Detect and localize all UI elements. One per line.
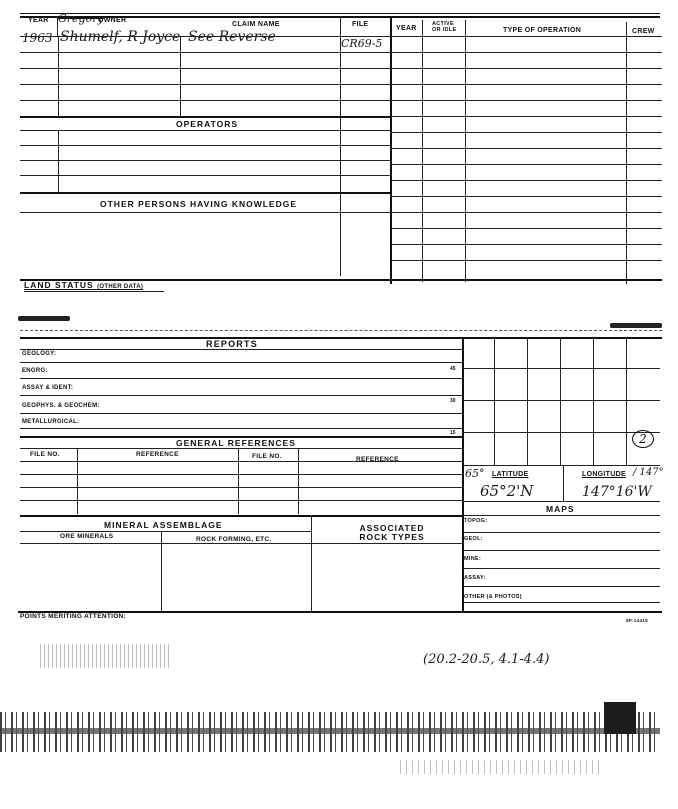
maps-header-underline xyxy=(462,515,660,516)
ops-row-line xyxy=(390,196,662,197)
land-status-label: LAND STATUS xyxy=(24,280,94,290)
header-type-of-operation: TYPE OF OPERATION xyxy=(503,27,582,34)
grid-row xyxy=(462,465,660,466)
reports-heading: REPORTS xyxy=(206,339,258,349)
ops-row-line xyxy=(390,100,662,101)
grid-col xyxy=(626,337,627,465)
fold-line xyxy=(20,330,662,331)
scan-noise-band xyxy=(0,712,660,752)
owner-claim-divider xyxy=(180,36,181,116)
ink-smear xyxy=(18,316,70,321)
gr-file-no-2: FILE NO. xyxy=(252,453,282,460)
points-meriting-attention-label: POINTS MERITING ATTENTION: xyxy=(20,613,127,620)
entry-row-line xyxy=(20,52,390,53)
operators-row-line xyxy=(20,175,390,176)
maps-row-line xyxy=(462,586,660,587)
year-owner-divider xyxy=(58,36,59,116)
scan-noise-lower xyxy=(400,760,600,774)
bottom-handwritten-note: (20.2-20.5, 4.1-4.4) xyxy=(423,652,550,667)
maps-assay-label: ASSAY: xyxy=(464,575,486,581)
lat-long-divider xyxy=(563,465,564,501)
year2-column-line xyxy=(422,20,423,282)
ops-row-line xyxy=(390,84,662,85)
reports-row-line xyxy=(20,428,462,429)
operators-row-line xyxy=(20,145,390,146)
reports-row-line xyxy=(20,362,462,363)
operators-top-rule xyxy=(20,116,390,118)
maps-geol-label: GEOL: xyxy=(464,536,483,542)
ops-row-line xyxy=(390,148,662,149)
ore-minerals-label: ORE MINERALS xyxy=(60,533,114,540)
header-crew: CREW xyxy=(632,28,655,35)
faint-scan-text xyxy=(40,644,170,668)
maps-mine-label: MINE: xyxy=(464,556,482,562)
ops-row-line xyxy=(390,260,662,261)
header-year: YEAR xyxy=(28,17,49,24)
reports-top-rule xyxy=(20,337,662,339)
header-claim-name: CLAIM NAME xyxy=(232,21,280,28)
maps-other-label: OTHER (& PHOTOS) xyxy=(464,594,522,600)
longitude-value: 147°16'W xyxy=(582,484,652,500)
operators-year-divider xyxy=(58,130,59,192)
reports-geology-label: GEOLOGY: xyxy=(22,351,57,357)
maps-topog-label: TOPOG: xyxy=(464,518,488,524)
mineral-assemblage-heading: MINERAL ASSEMBLAGE xyxy=(104,520,223,530)
gr-row-line xyxy=(20,474,462,475)
operators-row-line xyxy=(20,160,390,161)
grid-col xyxy=(494,337,495,465)
entry-row-line xyxy=(20,84,390,85)
gr-row-line xyxy=(20,500,462,501)
gr-row-line xyxy=(20,487,462,488)
active-column-line xyxy=(465,20,466,282)
associated-rock-types-heading: ASSOCIATED ROCK TYPES xyxy=(359,523,425,542)
gr-cols-underline xyxy=(20,461,462,462)
grid-col xyxy=(593,337,594,465)
gr-file-no-1: FILE NO. xyxy=(30,451,60,458)
gr-reference-1: REFERENCE xyxy=(136,451,179,458)
land-status-sub: (OTHER DATA) xyxy=(97,284,144,290)
grid-col xyxy=(527,337,528,465)
general-refs-heading: GENERAL REFERENCES xyxy=(176,438,296,448)
circled-number: 2 xyxy=(632,430,654,448)
mineral-top-rule xyxy=(20,515,462,517)
mineral-sub-rule xyxy=(20,531,311,532)
entry-claim-name: See Reverse xyxy=(188,29,276,45)
land-status-heading xyxy=(24,280,143,290)
rock-forming-label: ROCK FORMING, ETC. xyxy=(196,536,272,543)
reports-metallurgical-label: METALLURGICAL: xyxy=(22,419,80,425)
top-border-thin xyxy=(20,13,660,14)
ops-row-line xyxy=(390,52,662,53)
mineral-header-underline xyxy=(20,543,462,544)
latitude-prefix: 65° xyxy=(465,467,485,480)
longitude-note: / 147° xyxy=(633,467,664,478)
reports-engrg-num: 45 xyxy=(450,366,456,372)
mineral-rock-divider xyxy=(311,515,312,611)
latitude-label: LATITUDE xyxy=(492,471,529,478)
right-block-edge xyxy=(462,337,464,613)
reports-row-line xyxy=(20,378,462,379)
scan-registration-block xyxy=(604,702,636,734)
ops-row-line xyxy=(390,212,662,213)
entry-owner: Shumelf, R Joyce xyxy=(60,29,181,45)
maps-row-line xyxy=(462,568,660,569)
entry-row-line xyxy=(20,68,390,69)
entry-file: CR69-5 xyxy=(341,37,383,50)
entry-row-line xyxy=(20,100,390,101)
gr-col-line xyxy=(238,448,239,514)
ops-row-line xyxy=(390,244,662,245)
ops-row-line xyxy=(390,180,662,181)
ink-smear xyxy=(610,323,662,328)
reports-geophys-label: GEOPHYS. & GEOCHEM: xyxy=(22,403,100,409)
ops-row-line xyxy=(390,164,662,165)
maps-row-line xyxy=(462,532,660,533)
latitude-value: 65°2'N xyxy=(480,482,534,500)
ops-row-line xyxy=(390,132,662,133)
header-file: FILE xyxy=(352,21,369,28)
header-active-idle: ACTIVE OR IDLE xyxy=(432,21,457,33)
general-refs-header-underline xyxy=(20,448,462,449)
maps-top-rule xyxy=(462,501,660,502)
ops-row-line xyxy=(390,68,662,69)
ops-row-line xyxy=(390,228,662,229)
grid-row xyxy=(462,432,660,433)
gr-col-line xyxy=(77,448,78,514)
reports-geophys-num: 30 xyxy=(450,398,456,404)
header-underline xyxy=(20,36,390,37)
header-owner: OWNER xyxy=(98,17,127,24)
other-persons-heading: OTHER PERSONS HAVING KNOWLEDGE xyxy=(100,199,298,209)
maps-heading: MAPS xyxy=(546,504,575,514)
owner-strikethrough-handwriting: Gregory xyxy=(58,12,104,25)
file-column-line xyxy=(340,16,341,276)
grid-row xyxy=(462,400,660,401)
ore-rock-divider xyxy=(161,531,162,611)
gr-col-line xyxy=(298,448,299,514)
header-year-2: YEAR xyxy=(396,25,417,32)
longitude-label: LONGITUDE xyxy=(582,471,626,478)
ops-header-underline xyxy=(390,36,662,37)
grid-col xyxy=(560,337,561,465)
ops-row-line xyxy=(390,116,662,117)
reports-header-underline xyxy=(20,349,462,350)
form-number: 5P-14415 xyxy=(626,618,648,623)
gr-reference-2: REFERENCE xyxy=(356,456,399,463)
entry-year: 1963 xyxy=(22,31,53,45)
reports-assay-label: ASSAY & IDENT: xyxy=(22,385,74,391)
maps-row-line xyxy=(462,550,660,551)
reports-row-line xyxy=(20,395,462,396)
reports-metallurgical-num: 15 xyxy=(450,430,456,436)
reports-engrg-label: ENGRG: xyxy=(22,368,48,374)
operators-heading: OPERATORS xyxy=(176,119,239,129)
other-persons-top-rule xyxy=(20,192,390,194)
maps-row-line xyxy=(462,602,660,603)
operators-row-line xyxy=(20,130,390,131)
reports-row-line xyxy=(20,413,462,414)
other-persons-rule xyxy=(20,212,390,213)
land-status-underline xyxy=(24,291,164,292)
grid-row xyxy=(462,368,660,369)
